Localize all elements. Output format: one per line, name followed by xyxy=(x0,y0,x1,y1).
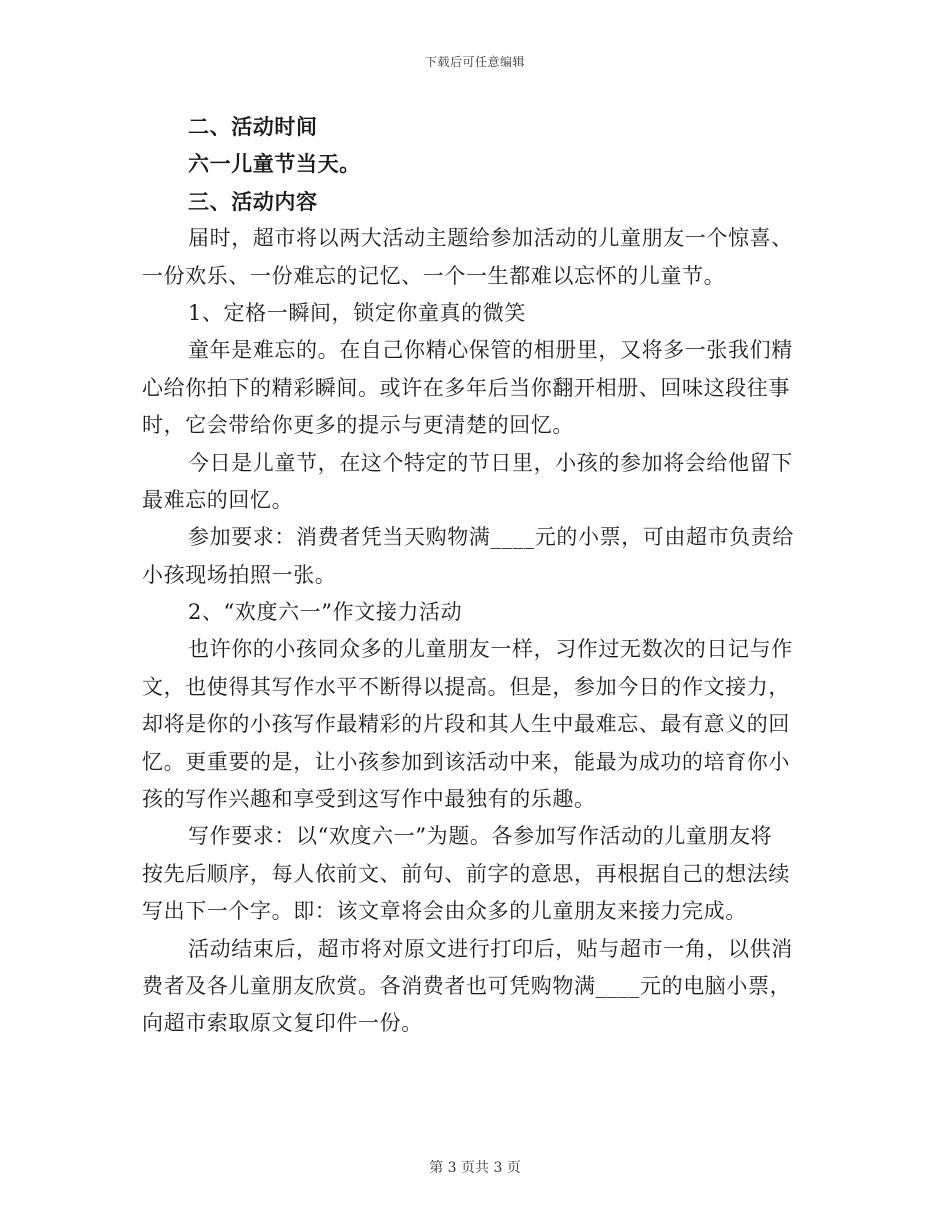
paragraph-line: 参加要求：消费者凭当天购物满____元的小票，可由超市负责给 xyxy=(188,525,794,550)
paragraph-line: 也许你的小孩同众多的儿童朋友一样，习作过无数次的日记与作 xyxy=(188,637,793,662)
paragraph-line: 写作要求：以“欢度六一”为题。各参加写作活动的儿童朋友将 xyxy=(188,824,773,849)
paragraph-line: 届时，超市将以两大活动主题给参加活动的儿童朋友一个惊喜、 xyxy=(188,226,793,251)
item1-title: 1、定格一瞬间，锁定你童真的微笑 xyxy=(188,300,526,325)
paragraph-line: 心给你拍下的精彩瞬间。或许在多年后当你翻开相册、回味这段往事 xyxy=(142,375,790,400)
paragraph-line: 童年是难忘的。在自己你精心保管的相册里，又将多一张我们精 xyxy=(188,338,793,363)
section-heading-time: 二、活动时间 xyxy=(188,114,318,139)
paragraph-line: 忆。更重要的是，让小孩参加到该活动中来，能最为成功的培育你小 xyxy=(142,749,790,774)
page-number: 第 3 页共 3 页 xyxy=(429,1160,521,1176)
item2-title: 2、“欢度六一”作文接力活动 xyxy=(188,600,463,625)
paragraph-line: 一份欢乐、一份难忘的记忆、一个一生都难以忘怀的儿童节。 xyxy=(142,263,726,288)
document-body xyxy=(142,108,802,1043)
paragraph-line: 向超市索取原文复印件一份。 xyxy=(142,1011,423,1036)
section-heading-content: 三、活动内容 xyxy=(188,188,318,214)
paragraph-line: 写出下一个字。即：该文章将会由众多的儿童朋友来接力完成。 xyxy=(142,899,747,924)
paragraph-line: 今日是儿童节，在这个特定的节日里，小孩的参加将会给他留下 xyxy=(188,450,793,475)
paragraph-line: 时，它会带给你更多的提示与更清楚的回忆。 xyxy=(142,413,574,438)
page-header: 下载后可任意编辑 xyxy=(424,55,525,69)
paragraph-line: 小孩现场拍照一张。 xyxy=(142,562,337,587)
time-value: 六一儿童节当天。 xyxy=(188,151,361,177)
paragraph-line: 按先后顺序，每人依前文、前句、前字的意思，再根据自己的想法续 xyxy=(142,861,790,886)
paragraph-line: 孩的写作兴趣和享受到这写作中最独有的乐趣。 xyxy=(142,787,596,812)
paragraph-line: 最难忘的回忆。 xyxy=(142,487,294,512)
paragraph-line: 活动结束后，超市将对原文进行打印后，贴与超市一角，以供消 xyxy=(188,936,793,961)
paragraph-line: 文，也使得其写作水平不断得以提高。但是，参加今日的作文接力， xyxy=(142,674,790,699)
paragraph-line: 却将是你的小孩写作最精彩的片段和其人生中最难忘、最有意义的回 xyxy=(142,712,790,737)
paragraph-line: 费者及各儿童朋友欣赏。各消费者也可凭购物满____元的电脑小票， xyxy=(142,973,792,998)
